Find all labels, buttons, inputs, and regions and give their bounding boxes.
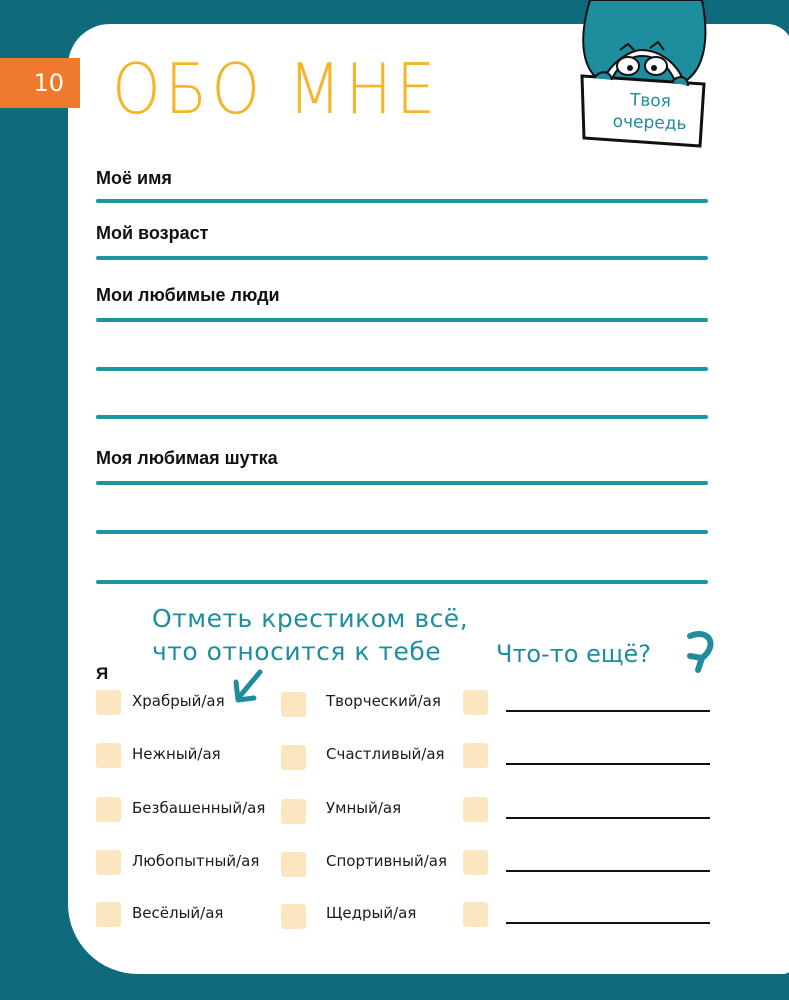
sign-line-2: очередь [612,111,687,135]
trait-label: Храбрый/ая [132,692,225,710]
trait-label: Творческий/ая [326,692,441,710]
instruction-line-1: Отметь крестиком всё, [152,604,469,633]
trait-checkbox[interactable] [96,797,121,822]
trait-checkbox[interactable] [281,904,306,929]
trait-row [0,900,789,932]
custom-trait-checkbox[interactable] [463,797,488,822]
age-label: Мой возраст [96,223,209,243]
age-answer-line[interactable] [96,256,708,260]
custom-trait-line[interactable] [506,817,710,819]
trait-label: Умный/ая [326,799,402,817]
trait-checkbox[interactable] [281,852,306,877]
page-number: 10 [33,69,64,97]
joke-answer-line-1[interactable] [96,481,708,485]
something-else-text: Что-то ещё? [496,640,651,668]
trait-checkbox[interactable] [96,690,121,715]
people-label: Мои любимые люди [96,285,280,305]
trait-label: Щедрый/ая [326,904,417,922]
instruction-text [152,602,492,668]
name-answer-line[interactable] [96,199,708,203]
joke-answer-line-3[interactable] [96,580,708,584]
name-label: Моё имя [96,168,172,188]
trait-checkbox[interactable] [96,902,121,927]
trait-row [0,795,789,827]
worksheet-page [68,24,789,974]
sign-line-1: Твоя [629,90,672,112]
sign-text [599,88,700,135]
joke-answer-line-2[interactable] [96,530,708,534]
page-title: ОБО МНЕ [112,48,440,130]
trait-row [0,688,789,720]
trait-label: Спортивный/ая [326,852,447,870]
custom-trait-line[interactable] [506,710,710,712]
custom-trait-line[interactable] [506,922,710,924]
trait-checkbox[interactable] [281,692,306,717]
curved-arrow-icon [680,626,720,676]
self-label: Я [96,664,109,683]
custom-trait-line[interactable] [506,870,710,872]
custom-trait-checkbox[interactable] [463,690,488,715]
trait-label: Счастливый/ая [326,745,445,763]
custom-trait-line[interactable] [506,763,710,765]
trait-label: Весёлый/ая [132,904,224,922]
trait-checkbox[interactable] [96,850,121,875]
custom-trait-checkbox[interactable] [463,850,488,875]
custom-trait-checkbox[interactable] [463,743,488,768]
custom-trait-checkbox[interactable] [463,902,488,927]
page-number-tab [0,58,80,108]
people-answer-line-2[interactable] [96,367,708,371]
trait-label: Нежный/ая [132,745,221,763]
trait-checkbox[interactable] [281,799,306,824]
trait-checkbox[interactable] [96,743,121,768]
people-answer-line-3[interactable] [96,415,708,419]
trait-checkbox[interactable] [281,745,306,770]
trait-label: Любопытный/ая [132,852,260,870]
people-answer-line-1[interactable] [96,318,708,322]
trait-label: Безбашенный/ая [132,799,266,817]
trait-row [0,741,789,773]
instruction-line-2: что относится к тебе [152,637,442,666]
joke-label: Моя любимая шутка [96,448,278,468]
trait-row [0,848,789,880]
